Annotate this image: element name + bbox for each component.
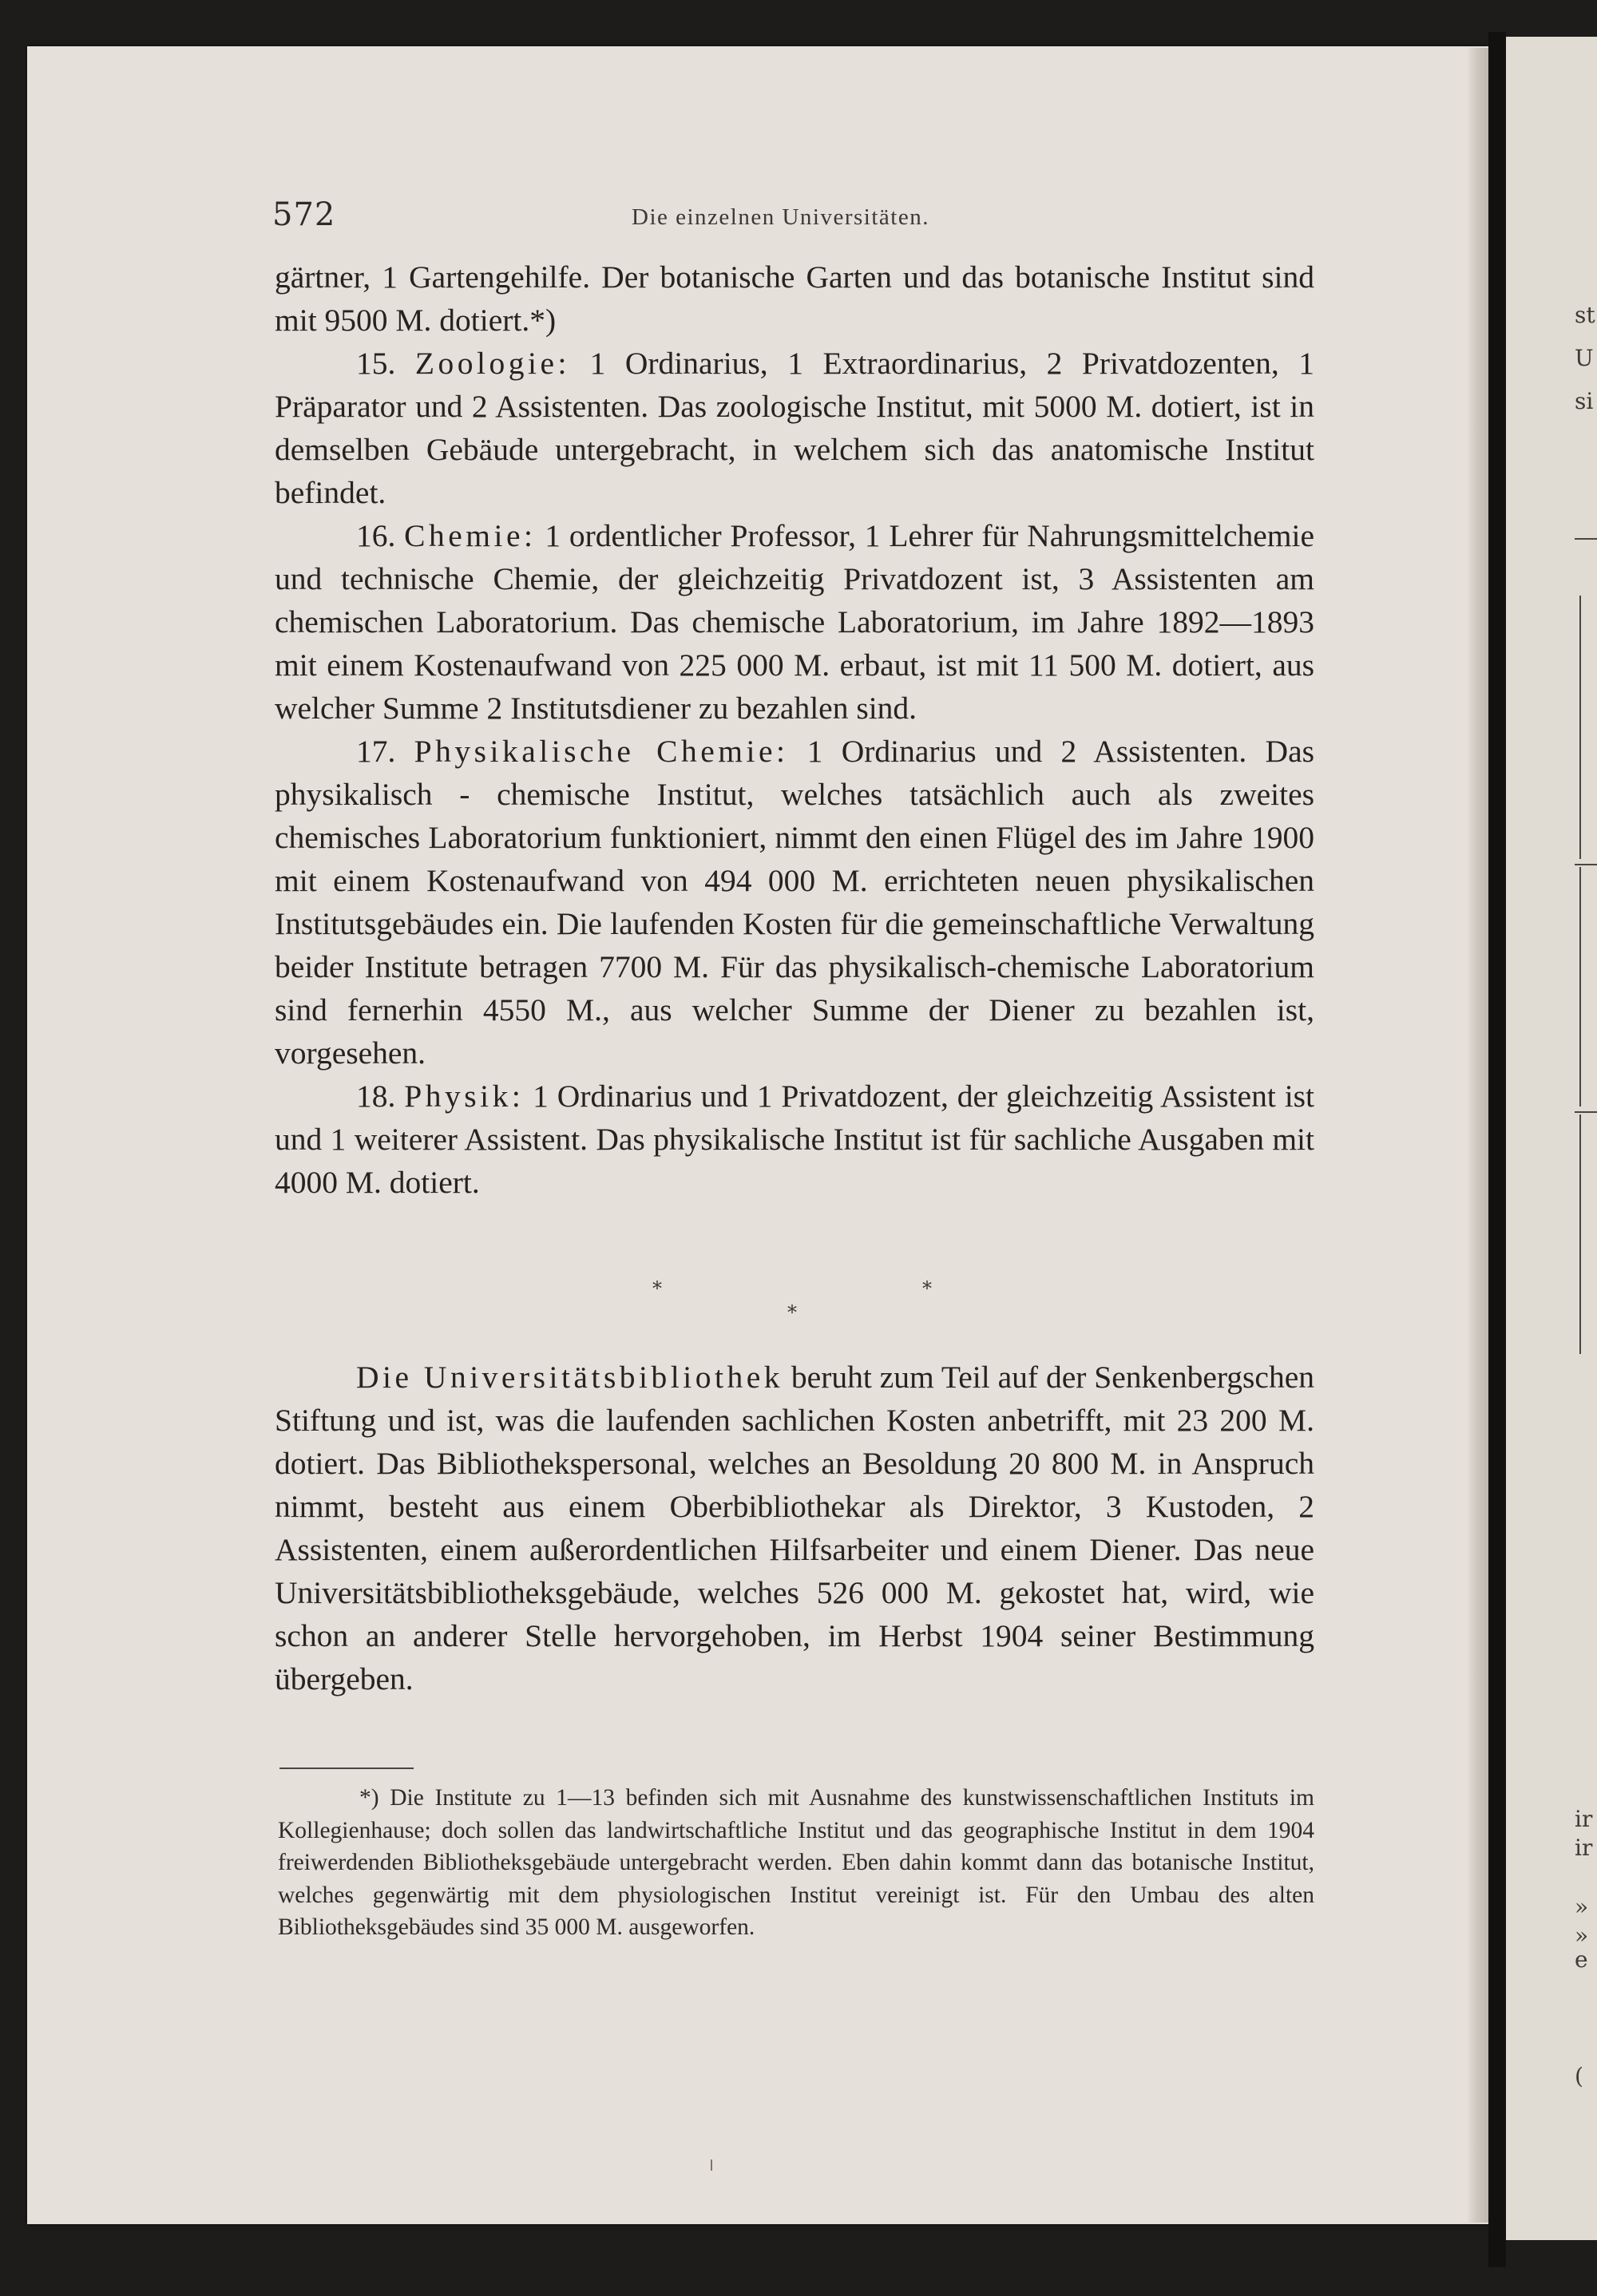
adjacent-page-fragment: ( [1575, 2063, 1583, 2089]
footnote [278, 1782, 1314, 1944]
section-number: 18. [356, 1079, 396, 1114]
page-edge [1468, 48, 1488, 2223]
adjacent-page-fragment: e [1575, 1946, 1588, 1973]
paper-speck [711, 2159, 712, 2171]
page-number: 572 [272, 196, 336, 233]
section-heading: Physik: [404, 1079, 525, 1114]
adjacent-page-rule [1579, 1114, 1581, 1354]
paragraph-text: 1 Ordinarius und 2 Assistenten. Das physikalisch - chemische Institut, welches tatsächlich auch als zweites chemisches Laboratorium funktioniert, nimmt den einen Flügel des im Jahre 1900 mit einem Kostenaufwand von 494 000 M. errichteten neuen physikalischen Institutsgebäudes ein. Die laufenden Kosten für die gemeinschaftliche Verwaltung beider Institute betragen 7700 M. Für das physikalisch-chemische Laboratorium sind fernerhin 4550 M., aus welcher Summe der Diener zu bezahlen ist, vorgesehen. [275, 734, 1314, 1071]
paragraph-text: beruht zum Teil auf der Senkenbergschen Stiftung und ist, was die laufenden sachlichen Kosten anbetrifft, mit 23 200 M. dotiert. Das Bibliothekspersonal, welches an Besoldung 20 800 M. in Anspruch nimmt, besteht aus einem Oberbibliothekar als Direktor, 3 Kustoden, 2 Assistenten, einem außerordentlichen Hilfsarbeiter und einem Diener. Das neue Universitätsbibliotheksgebäude, welches 526 000 M. gekostet hat, wird, wie schon an anderer Stelle hervorgehoben, im Herbst 1904 seiner Bestimmung übergeben. [275, 1360, 1314, 1696]
adjacent-page-fragment: U [1575, 345, 1594, 371]
section-heading: Chemie: [404, 518, 537, 553]
section-number: 15. [356, 346, 396, 381]
paragraph-text: 1 ordentlicher Professor, 1 Lehrer für Nahrungsmittelchemie und technische Chemie, der gleichzeitig Privatdozent ist, 3 Assistenten am chemischen Laboratorium. Das chemische Laboratorium, im Jahre 1892—1893 mit einem Kostenaufwand von 225 000 M. erbaut, ist mit 11 500 M. dotiert, aus welcher Summe 2 Institutsdiener zu bezahlen sind. [275, 518, 1314, 726]
paragraph-continuation [275, 255, 1314, 342]
adjacent-page-rule [1575, 1111, 1597, 1113]
adjacent-page-rule [1579, 867, 1581, 1106]
book-gutter [1488, 32, 1506, 2267]
running-head: Die einzelnen Universitäten. [632, 204, 929, 230]
adjacent-page-fragment: » [1575, 1894, 1589, 1920]
main-text [275, 255, 1314, 1204]
section-heading: Physikalische Chemie: [414, 734, 789, 769]
paragraph-text: gärtner, 1 Gartengehilfe. Der botanische Garten und das botanische Institut sind mit 9500 M. dotiert.*) [275, 259, 1314, 338]
adjacent-page-fragment: ir [1575, 1806, 1593, 1832]
paragraph-chemie [275, 514, 1314, 730]
paragraph-library [275, 1356, 1314, 1700]
paragraph-physikalische-chemie [275, 730, 1314, 1075]
adjacent-page-fragment: st [1575, 302, 1595, 328]
adjacent-page [1506, 37, 1597, 2240]
section-number: 17. [356, 734, 396, 769]
footnote-text: *) Die Institute zu 1—13 befinden sich mit Ausnahme des kunstwissenschaftlichen Instituts im Kollegienhause; doch sollen das landwirtschaftliche Institut und das geographische Institut in dem 1904 freiwerdenden Bibliotheksgebäude untergebracht werden. Eben dahin kommt dann das botanische Institut, welches gegenwärtig mit dem physiologischen Institut vereinigt ist. Für den Umbau des alten Bibliotheksgebäudes sind 35 000 M. ausgeworfen. [278, 1785, 1314, 1940]
section-heading: Zoologie: [414, 346, 571, 381]
adjacent-page-fragment: ir [1575, 1835, 1593, 1861]
asterisk-glyph: * [922, 1277, 932, 1300]
library-section [275, 1356, 1314, 1700]
adjacent-page-fragment: si [1575, 388, 1594, 414]
asterisk-glyph: * [652, 1277, 662, 1300]
adjacent-page-rule [1575, 864, 1597, 865]
adjacent-page-fragment: » [1575, 1922, 1589, 1949]
paragraph-text: 1 Ordinarius und 1 Privatdozent, der gleichzeitig Assistent ist und 1 weiterer Assistent. Das physikalische Institut ist für sachliche Ausgaben mit 4000 M. dotiert. [275, 1079, 1315, 1200]
page-header [272, 196, 1310, 236]
asterisk-glyph: * [787, 1301, 797, 1324]
paragraph-physik [275, 1075, 1314, 1204]
paragraph-text: 1 Ordinarius, 1 Extraordinarius, 2 Privatdozenten, 1 Präparator und 2 Assistenten. Das zoologische Institut, mit 5000 M. dotiert, ist in demselben Gebäude untergebracht, in welchem sich das anatomische Institut befindet. [275, 346, 1315, 510]
section-separator [631, 1277, 966, 1325]
paragraph-zoologie [275, 342, 1314, 514]
adjacent-page-rule [1579, 596, 1581, 859]
footnote-divider [279, 1768, 414, 1769]
section-number: 16. [356, 518, 396, 553]
adjacent-page-rule [1575, 538, 1597, 540]
section-heading: Die Universitätsbibliothek [356, 1360, 783, 1395]
